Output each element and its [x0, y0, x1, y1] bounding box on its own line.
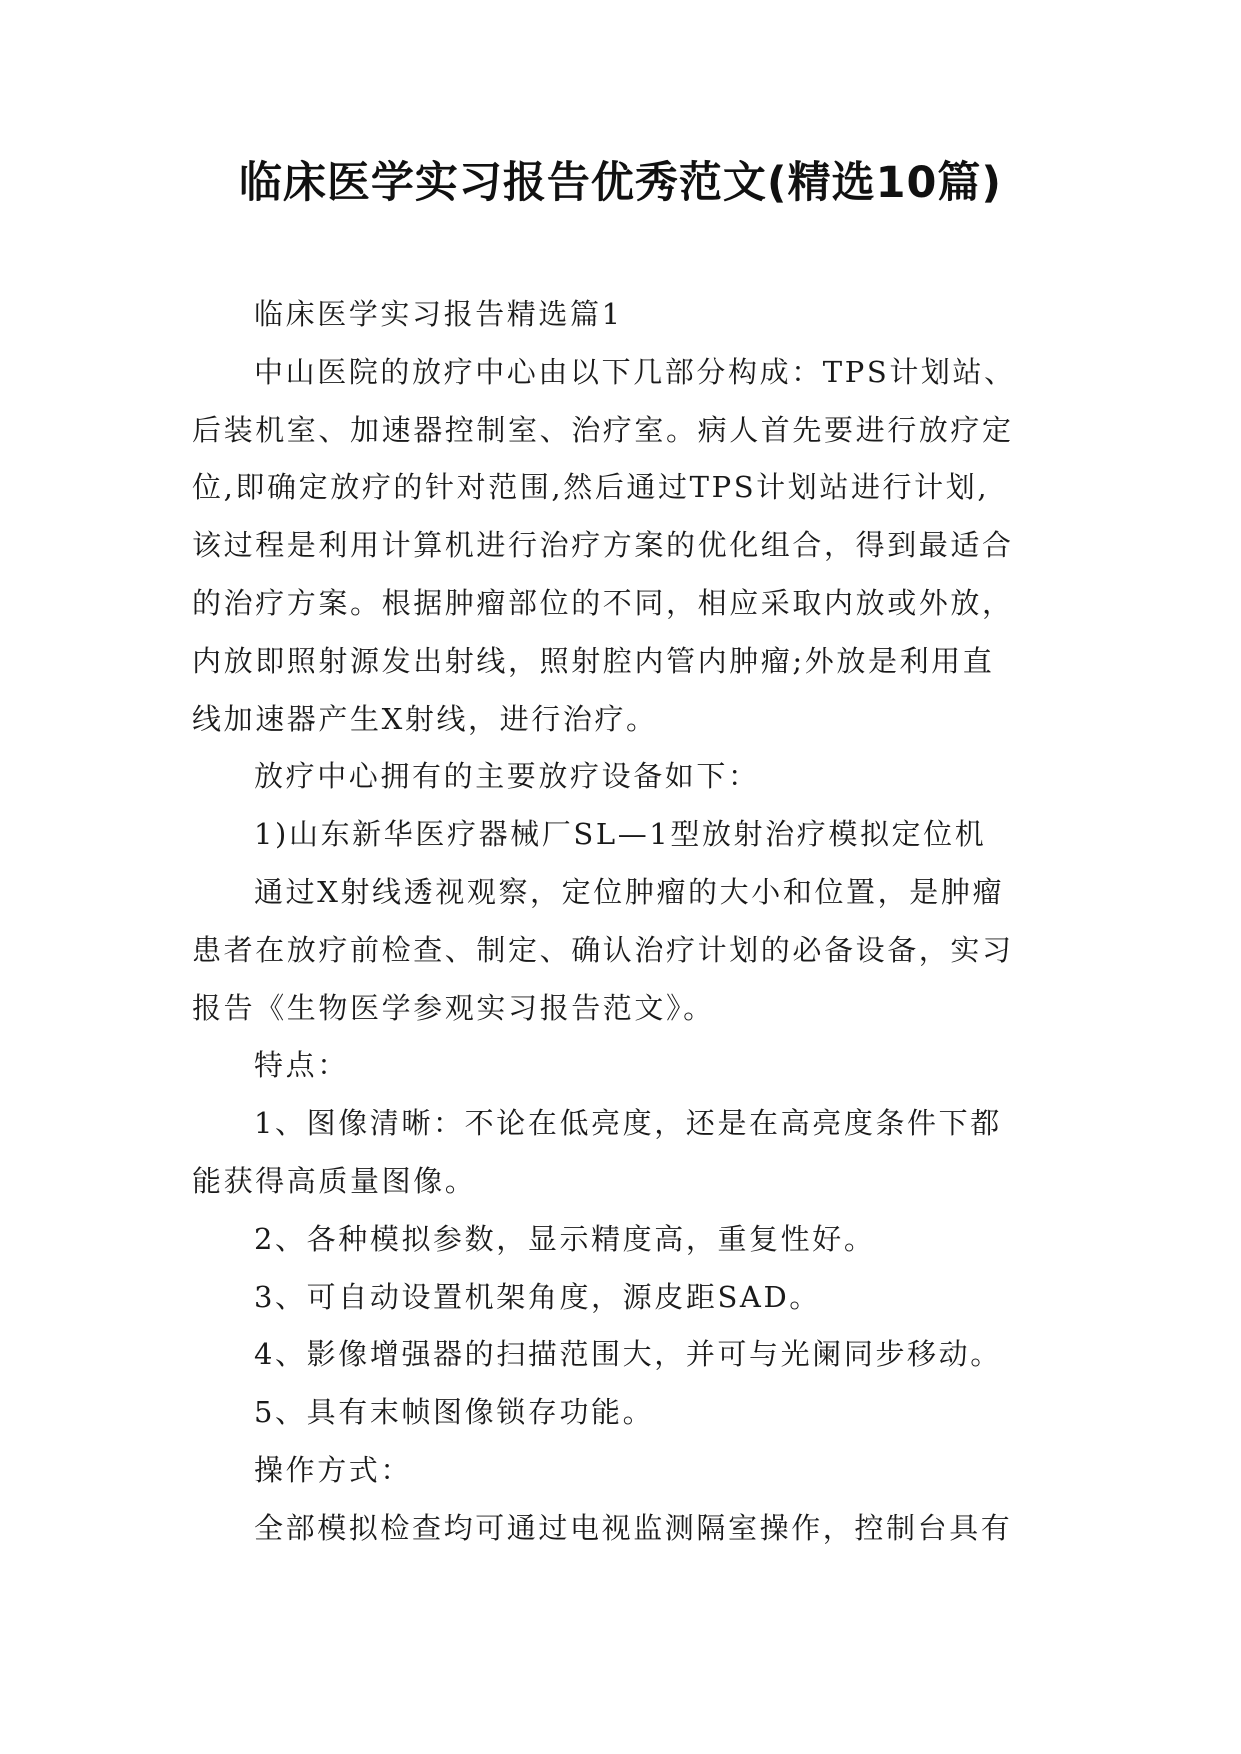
text-line: 通过X射线透视观察，定位肿瘤的大小和位置，是肿瘤: [254, 874, 1005, 909]
text-line: 该过程是利用计算机进行治疗方案的优化组合，得到最适合: [192, 528, 1014, 563]
text-line: 全部模拟检查均可通过电视监测隔室操作，控制台具有: [254, 1510, 1013, 1545]
text-line: 报告《生物医学参观实习报告范文》。: [192, 990, 715, 1025]
text-line: 患者在放疗前检查、制定、确认治疗计划的必备设备，实习: [192, 932, 1014, 967]
text-line: 4、影像增强器的扫描范围大，并可与光阑同步移动。: [254, 1337, 1002, 1372]
text-line: 位,即确定放疗的针对范围,然后通过TPS计划站进行计划,: [192, 470, 990, 505]
text-line: 1)山东新华医疗器械厂SL—1型放射治疗模拟定位机: [254, 817, 987, 852]
text-line: 2、各种模拟参数，显示精度高，重复性好。: [254, 1221, 876, 1256]
text-line: 中山医院的放疗中心由以下几部分构成：TPS计划站、: [254, 354, 1016, 389]
text-line: 内放即照射源发出射线，照射腔内管内肿瘤;外放是利用直: [192, 643, 995, 678]
text-line: 3、可自动设置机架角度，源皮距SAD。: [254, 1279, 821, 1314]
document-title: 临床医学实习报告优秀范文(精选10篇): [238, 158, 1003, 208]
text-line: 能获得高质量图像。: [192, 1163, 477, 1198]
document-body: [192, 286, 1052, 1558]
text-line: 临床医学实习报告精选篇1: [254, 297, 623, 331]
text-line: 后装机室、加速器控制室、治疗室。病人首先要进行放疗定: [192, 412, 1014, 447]
text-line: 1、图像清晰：不论在低亮度，还是在高亮度条件下都: [254, 1106, 1002, 1141]
text-line: 的治疗方案。根据肿瘤部位的不同，相应采取内放或外放，: [192, 585, 1014, 620]
text-line: 5、具有末帧图像锁存功能。: [254, 1395, 655, 1430]
text-line: 操作方式：: [254, 1452, 413, 1487]
text-line: 线加速器产生X射线，进行治疗。: [192, 701, 658, 736]
text-line: 特点：: [254, 1048, 349, 1083]
text-line: 放疗中心拥有的主要放疗设备如下：: [254, 759, 760, 794]
